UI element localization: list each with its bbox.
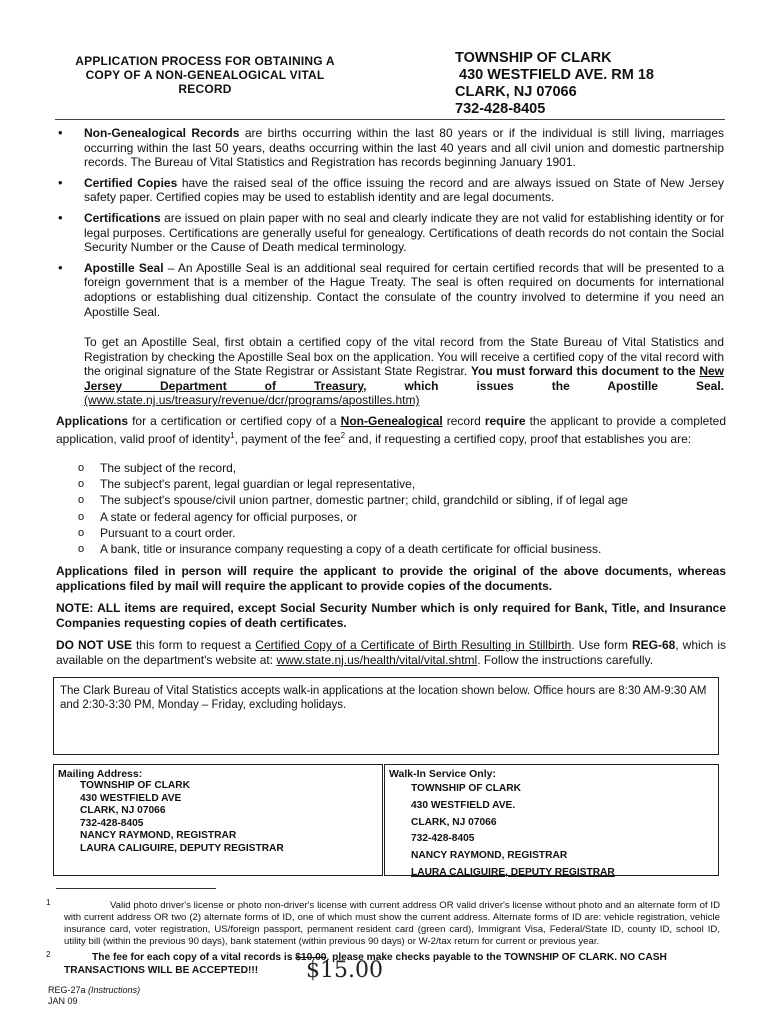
form-suffix: (Instructions)	[88, 985, 141, 995]
header-left-line: RECORD	[178, 82, 232, 96]
non-genealogical-link[interactable]: Non-Genealogical	[340, 414, 443, 428]
mailing-line: 430 WESTFIELD AVE	[80, 792, 182, 804]
footnote-2	[64, 951, 720, 977]
notice-text: , which is available on the department's website at:	[56, 638, 726, 667]
mailing-line: 732-428-8405	[80, 817, 144, 829]
walk-in-title: Walk-In Service Only:	[389, 768, 496, 780]
apostille-forward-text: You must forward this document to the	[470, 364, 700, 379]
form-code	[48, 985, 140, 1007]
walk-in-address-box	[384, 764, 719, 876]
definition-term: Non-Genealogical Records	[84, 126, 240, 140]
mailing-address-box	[53, 764, 383, 876]
mailing-line: TOWNSHIP OF CLARK	[80, 780, 190, 791]
walk-in-lines	[411, 781, 718, 882]
footnote-1	[64, 900, 720, 948]
walk-in-line: NANCY RAYMOND, REGISTRAR	[411, 850, 568, 862]
township-street: 430 WESTFIELD AVE. RM 18	[459, 67, 654, 83]
walk-in-line: TOWNSHIP OF CLARK	[411, 783, 521, 794]
treasury-url-link[interactable]: (www.state.nj.us/treasury/revenue/dcr/programs/apostilles.htm)	[84, 393, 420, 408]
form-reg68: REG-68	[631, 638, 676, 652]
handwritten-fee-annotation: $15.00	[306, 958, 383, 983]
footnote-divider	[56, 888, 216, 889]
apostille-instructions	[84, 335, 724, 408]
definition-text: are issued on plain paper with no seal and clearly indicate they are not valid for establishing identity or for legal purposes. Certifications are generally useful for genealogy. Certifications of death records do not contain the Social Security Number or the Cause of Death medical terminology.	[84, 210, 724, 255]
header-divider	[55, 119, 725, 120]
definition-term: Certifications	[84, 210, 161, 225]
definition-item	[58, 126, 724, 170]
applications-text: and, if requesting a certified copy, proof that establishes you are:	[345, 431, 692, 446]
definition-item	[58, 261, 724, 319]
in-person-requirements: Applications filed in person will require the applicant to provide the original of the above documents, whereas applications filed by mail will require the applicant to provide copies of the documents.	[56, 564, 726, 593]
office-hours-box	[53, 677, 719, 755]
form-date: JAN 09	[48, 996, 78, 1006]
apostille-text: To get an Apostille Seal, first obtain a certified copy of the vital record from the State Bureau of Vital Statistics and Registration by checking the Apostille Seal box on the application. You will receive a certified copy of the vital record with the original signature of the State Registrar or Assistant State Registrar.	[84, 335, 724, 379]
applications-text: the applicant to provide a completed application, valid proof of identity	[56, 414, 727, 446]
mailing-address-lines	[80, 780, 382, 856]
form-code-line	[48, 985, 140, 996]
require-term: require	[484, 414, 526, 428]
header-left-line: COPY OF A NON-GENEALOGICAL VITAL	[85, 68, 325, 82]
definitions-list	[58, 126, 724, 325]
health-website-link[interactable]: www.state.nj.us/health/vital/vital.shtml	[276, 652, 478, 667]
struck-fee: $10.00	[295, 952, 327, 963]
mailing-address-title: Mailing Address:	[58, 768, 143, 780]
do-not-use-label: DO NOT USE	[56, 638, 132, 652]
eligibility-item: o A bank, title or insurance company requesting a copy of a death certificate for official business.	[78, 541, 718, 557]
applications-text: record	[442, 414, 485, 428]
notice-text: . Use form	[571, 638, 632, 652]
township-city: CLARK, NJ 07066	[455, 84, 577, 100]
eligibility-item: o The subject of the record,	[78, 460, 718, 476]
office-hours-text: The Clark Bureau of Vital Statistics accepts walk-in applications at the location shown below. Office hours are 8:30 AM-9:30 AM and 2:30-3:30 PM, Monday – Friday, excluding holidays.	[60, 685, 707, 711]
walk-in-line: LAURA CALIGUIRE, DEPUTY REGISTRAR	[411, 866, 615, 878]
stillbirth-link[interactable]: Certified Copy of a Certificate of Birth Resulting in Stillbirth	[255, 638, 572, 652]
definition-item	[58, 176, 724, 205]
footnote-2-mark: 2	[46, 950, 51, 959]
eligibility-item: o The subject's parent, legal guardian or legal representative,	[78, 476, 718, 492]
header-right-address	[455, 50, 654, 118]
eligibility-item: o Pursuant to a court order.	[78, 525, 718, 541]
definition-text: have the raised seal of the office issuing the record and are always issued on State of New Jersey safety paper. Certified copies may be used to establish identity and are legal documents.	[84, 175, 725, 205]
eligibility-item: o The subject's spouse/civil union partner, domestic partner; child, grandchild or sibling, if of legal age	[78, 492, 718, 508]
footnote-1-text: Valid photo driver's license or photo non-driver's license with current address OR valid driver's license without photo and an alternate form of ID with current address OR two (2) alternate forms of ID, one of which must show the current address. Alternate forms of ID are: vehicle registration, vehicle insurance card, voter registration, US/foreign passport, permanent resident card (green card), Immigrant Visa, Federal/State ID, county ID, school ID, utility bill (within the previous 90 days), bank statement (within previous 90 days) or W-2/tax return for current or previous year.	[64, 900, 720, 947]
footnote-2-text: The fee for each copy of a vital records is	[92, 952, 296, 963]
applications-text: for a certification or certified copy of a	[128, 414, 341, 428]
do-not-use-notice	[56, 638, 726, 667]
definition-text: are births occurring within the last 80 years or if the individual is still living, marriages occurring within the last 50 years, deaths occurring within the last 40 years and all civil union and domestic partnership records. The Bureau of Vital Statistics and Registration has records beginning January 1901.	[84, 126, 724, 170]
treasury-link[interactable]: New Jersey Department of Treasury	[84, 364, 724, 393]
footnote-2-text: . please make checks payable to the TOWNSHIP OF CLARK. NO CASH TRANSACTIONS WILL BE ACCEPTED!!!	[64, 952, 667, 976]
definition-item	[58, 211, 724, 255]
form-number: REG-27a	[48, 985, 86, 995]
header-left-line: APPLICATION PROCESS FOR OBTAINING A	[75, 54, 335, 68]
apostille-issuer-text: , which issues the Apostille Seal.	[363, 378, 724, 393]
footnote-1-mark: 1	[46, 898, 51, 907]
eligibility-list	[78, 460, 718, 557]
applications-text: , payment of the fee	[234, 431, 341, 446]
applications-term: Applications	[56, 414, 129, 428]
eligibility-item: o A state or federal agency for official purposes, or	[78, 509, 718, 525]
footnote-ref-1: 1	[230, 430, 235, 440]
notice-text: . Follow the instructions carefully.	[477, 652, 654, 667]
walk-in-line: 732-428-8405	[411, 833, 475, 845]
mailing-line: NANCY RAYMOND, REGISTRAR	[80, 830, 237, 842]
definition-text: – An Apostille Seal is an additional seal required for certain certified records that will be presented to a foreign government that is a member of the Hague Treaty. The seal is often required on documents for international adoptions or establishing dual citizenship. Contact the consulate of the country involved to determine if you need an Apostille Seal.	[84, 260, 724, 319]
applications-intro	[56, 414, 726, 446]
notice-text: this form to request a	[131, 638, 256, 652]
note-requirements: NOTE: ALL items are required, except Social Security Number which is only required for Bank, Title, and Insurance Companies requesting copies of death certificates.	[56, 601, 726, 630]
header-left-title	[70, 54, 340, 96]
definition-term: Certified Copies	[84, 175, 178, 190]
walk-in-line: CLARK, NJ 07066	[411, 816, 497, 828]
footnote-ref-2: 2	[340, 430, 346, 440]
mailing-line: CLARK, NJ 07066	[80, 805, 166, 817]
mailing-line: LAURA CALIGUIRE, DEPUTY REGISTRAR	[80, 842, 284, 854]
township-name: TOWNSHIP OF CLARK	[455, 50, 612, 66]
walk-in-line: 430 WESTFIELD AVE.	[411, 799, 516, 811]
township-phone: 732-428-8405	[455, 101, 546, 117]
definition-term: Apostille Seal	[84, 260, 164, 275]
